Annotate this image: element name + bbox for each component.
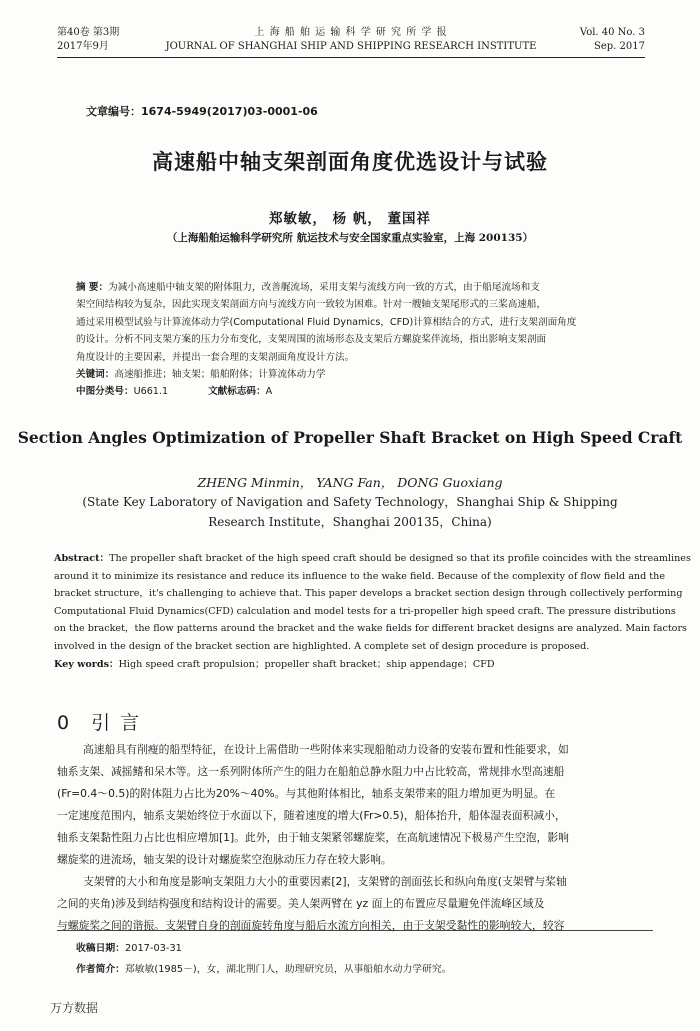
abstract-en-line: around it to minimize its resistance and reduce its influence to the wake field. Because of the complexity of flow field and the (54, 570, 665, 582)
journal-name-cn: 上 海 船 舶 运 输 科 学 研 究 所 学 报 (254, 27, 448, 38)
body-line: 与螺旋桨之间的谐振。支架臂自身的剖面旋转角度与船后水流方向相关，由于支架受黏性的影响较大，较容 (57, 919, 565, 932)
footnotes (76, 938, 451, 980)
received-date: 2017-03-31 (124, 943, 182, 954)
header-rule (57, 57, 645, 58)
volume-issue-en: Vol. 40 No. 3 (579, 27, 645, 38)
doc-code-label: 文献标志码： (208, 386, 266, 398)
abstract-en-line: bracket structure，it's challenging to achieve that. This paper develops a bracket section design through collectively performing (54, 588, 683, 600)
volume-issue-cn: 第40卷 第3期 (57, 27, 120, 38)
abstract-cn-line: 为减小高速船中轴支架的附体阻力，改善艉流场，采用支架与流线方向一致的方式，由于船尾流场和支 (108, 282, 540, 293)
abstract-en-line: involved in the design of the bracket section are highlighted. A complete set of design procedure is proposed. (54, 640, 590, 652)
keywords-cn: 高速船推进；轴支架；船舶附体；计算流体动力学 (114, 369, 326, 381)
abstract-en-line: on the bracket，the flow patterns around the bracket and the wake fields for different bracket designs are analyzed. Main factors (54, 623, 687, 635)
body-line: (Fr=0.4～0.5)的附体阻力占比为20%～40%。与其他附体相比，轴系支架带来的阻力增加更为明显。在 (57, 787, 556, 800)
received-label: 收稿日期： (76, 943, 125, 954)
journal-name-en: JOURNAL OF SHANGHAI SHIP AND SHIPPING RESEARCH INSTITUTE (165, 41, 537, 52)
doc-code: A (265, 386, 273, 398)
abstract-cn-line: 的设计。分析不同支架方案的压力分布变化，支架周围的流场形态及支架后方螺旋桨伴流场，指出影响支架剖面 (76, 334, 547, 346)
body-line: 轴系支架黏性阻力占比也相应增加[1]。此外，由于轴支架紧邻螺旋桨，在高航速情况下极易产生空泡，影响 (57, 831, 569, 844)
clc-number: U661.1 (133, 386, 169, 398)
abstract-cn-line: 角度设计的主要因素，并提出一套合理的支架剖面角度设计方法。 (76, 351, 355, 363)
body-line: 高速船具有削瘦的船型特征，在设计上需借助一些附体来实现船舶动力设备的安装布置和性能要求，如 (83, 743, 569, 756)
body-line: 支架臂的大小和角度是影响支架阻力大小的重要因素[2]，支架臂的剖面弦长和纵向角度(支架臂与桨轴 (83, 875, 567, 888)
body-text (57, 739, 653, 937)
authors-cn: 郑敏敏， 杨 帆， 董国祥 (268, 211, 432, 227)
section-number: 0 (57, 712, 70, 734)
affiliation-cn: （上海船舶运输科学研究所 航运技术与安全国家重点实验室，上海 200135） (166, 232, 534, 244)
title-en: Section Angles Optimization of Propeller Shaft Bracket on High Speed Craft (17, 428, 683, 447)
abstract-cn-line: 架空间结构较为复杂，因此实现支架剖面方向与流线方向一致较为困难。针对一艘轴支架尾形式的三桨高速船， (76, 299, 547, 311)
body-line: 一定速度范围内，轴系支架始终位于水面以下，随着速度的增大(Fr>0.5)，船体抬升，船体湿表面积减小， (57, 809, 566, 822)
section-heading (57, 708, 149, 735)
abstract-en-line: Computational Fluid Dynamics(CFD) calculation and model tests for a tri-propeller high speed craft. The pressure distributions (54, 605, 676, 617)
abstract-en-line: The propeller shaft bracket of the high speed craft should be designed so that its profile coincides with the streamlines (109, 553, 691, 564)
author-bio-label: 作者简介： (76, 964, 125, 975)
header-journal (57, 26, 645, 54)
abstract-en (54, 550, 691, 673)
abstract-cn-line: 通过采用模型试验与计算流体动力学(Computational Fluid Dynamics，CFD)计算相结合的方式，进行支架剖面角度 (76, 316, 577, 328)
article-number: 文章编号：1674-5949(2017)03-0001-06 (86, 105, 318, 118)
watermark: 万方数据 (50, 1001, 99, 1015)
keywords-cn-label: 关键词： (76, 369, 115, 381)
header-volume-en (580, 26, 645, 54)
affiliation-en-line: Research Institute，Shanghai 200135，China) (208, 515, 492, 529)
title-cn: 高速船中轴支架剖面角度优选设计与试验 (152, 150, 548, 174)
body-line: 轴系支架、减摇鳍和呆木等。这一系列附体所产生的阻力在船舶总静水阻力中占比较高，常规排水型高速船 (57, 765, 565, 778)
date-en: Sep. 2017 (594, 41, 645, 52)
abstract-cn-label: 摘 要： (76, 282, 109, 293)
author-bio: 郑敏敏(1985－)，女，湖北荆门人，助理研究员，从事船舶水动力学研究。 (124, 964, 452, 975)
body-line: 螺旋桨的进流场，轴支架的设计对螺旋桨空泡脉动压力存在较大影响。 (57, 853, 392, 866)
keywords-en: High speed craft propulsion；propeller shaft bracket；ship appendage；CFD (118, 658, 495, 670)
clc-label: 中图分类号： (76, 386, 134, 398)
date-cn: 2017年9月 (57, 41, 109, 52)
keywords-en-label: Key words： (54, 658, 119, 670)
affiliation-en (0, 492, 700, 532)
body-line: 之间的夹角)涉及到结构强度和结构设计的需要。美人架两臂在 yz 面上的布置应尽量避免伴流峰区域及 (57, 897, 545, 910)
footnote-rule (57, 930, 653, 931)
authors-en: ZHENG Minmin， YANG Fan， DONG Guoxiang (197, 475, 503, 490)
section-title: 引言 (91, 712, 150, 734)
abstract-en-label: Abstract： (54, 553, 110, 564)
affiliation-en-line: (State Key Laboratory of Navigation and Safety Technology，Shanghai Ship & Shipping (82, 495, 618, 509)
abstract-cn (76, 279, 636, 401)
